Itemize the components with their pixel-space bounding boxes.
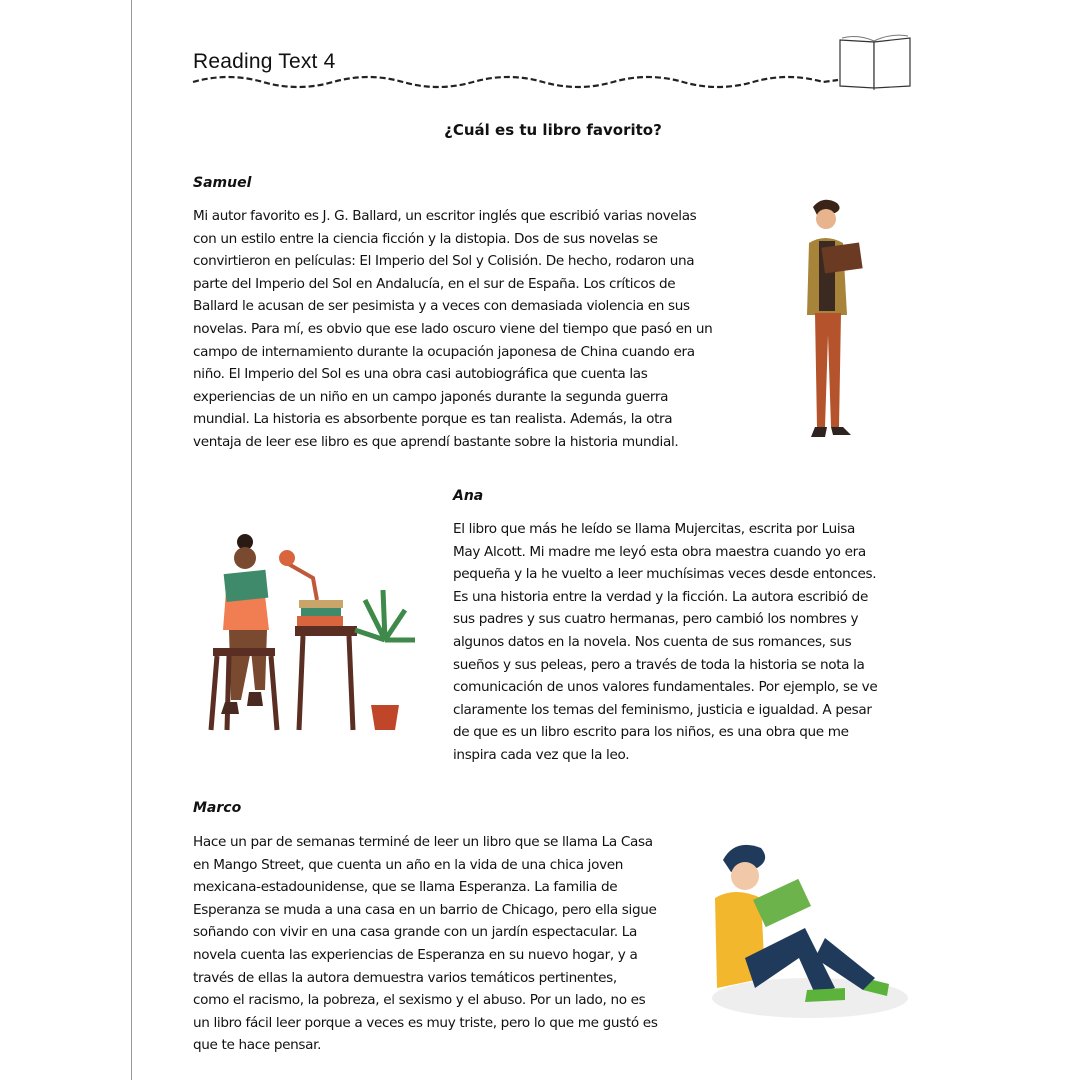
paragraph-marco: Hace un par de semanas terminé de leer un libro que se llama La Casa en Mango Street, que cuenta un año en la vida de una chica joven mexicana-estadounidense, que se llama Esperanza. La familia de Esperanza se muda a una casa en un barrio de Chicago, pero ella sigue soñando con vivir en una casa grande con un jardín espectacular. La novela cuenta las experiencias de Esperanza en su nuevo hogar, y a través de ellas la autora demuestra varios temáticos pertinentes, como el racismo, la pobreza, el sexismo y el abuso. Por un lado, no es un libro fácil leer porque a veces es muy triste, pero lo que me gustó es que te hace pensar.	[193, 834, 658, 1054]
woman-reading-illustration	[205, 530, 420, 740]
page-title: Reading Text 4	[193, 50, 336, 73]
paragraph-samuel: Mi autor favorito es J. G. Ballard, un escritor inglés que escribió varias novelas con un estilo entre la ciencia ficción y la distopia. Dos de sus novelas se convirtieron en películas: El Imperio del Sol y Colisión. De hecho, rodaron una parte del Imperio del Sol en Andalucía, en el sur de España. Los críticos de Ballard le acusan de ser pesimista y a veces con demasiada violencia en sus novelas. Para mí, es obvio que ese lado oscuro viene del tiempo que pasó en un campo de internamiento durante la ocupación japonesa de China cuando era niño. El Imperio del Sol es una obra casi autobiográfica que cuenta las experiencias de un niño en un campo japonés durante la segunda guerra mundial. La historia es absorbente porque es tan realista. Además, la otra ventaja de leer ese libro es que aprendí bastante sobre la historia mundial.	[193, 208, 713, 450]
author-name-samuel: Samuel	[193, 175, 252, 191]
wavy-divider	[190, 68, 850, 94]
open-book-icon	[836, 32, 916, 90]
author-name-ana: Ana	[453, 488, 484, 504]
page-margin-line	[131, 0, 132, 1080]
boy-reading-illustration	[705, 838, 910, 1023]
reading-question: ¿Cuál es tu libro favorito?	[444, 121, 662, 139]
paragraph-ana: El libro que más he leído se llama Mujercitas, escrita por Luisa May Alcott. Mi madre me leyó esta obra maestra cuando yo era pequeña y la he vuelto a leer muchísimas veces desde entonces. Es una historia entre la verdad y la ficción. La autora escribió de sus padres y sus cuatro hermanas, pero cambió los nombres y algunos datos en la novela. Nos cuenta de sus romances, sus sueños y sus peleas, pero a través de toda la historia se nota la comunicación de unos valores fundamentales. Por ejemplo, se ve claramente los temas del feminismo, justicia e igualdad. A pesar de que es un libro escrito para los niños, es una obra que me inspira cada vez que la leo.	[453, 521, 878, 763]
man-reading-illustration	[795, 195, 875, 450]
author-name-marco: Marco	[193, 800, 242, 816]
